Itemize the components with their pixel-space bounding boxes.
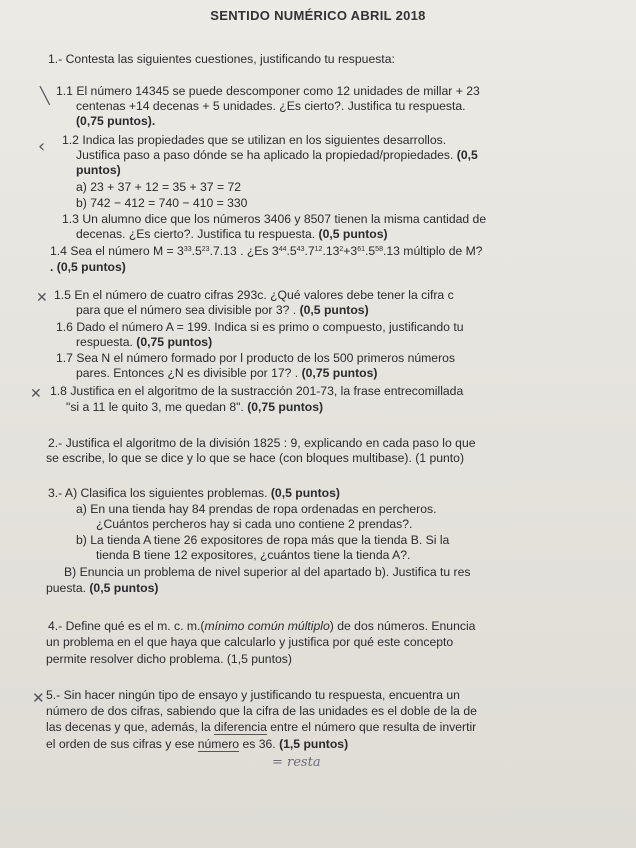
q1-8-line1: 1.8 Justifica en el algoritmo de la sustracción 201-73, la frase entrecomillada — [50, 384, 464, 398]
q1-3-points: (0,5 puntos) — [318, 227, 388, 241]
q1-5-points: (0,5 puntos) — [299, 303, 369, 317]
q1-4-suffix: múltiplo de M? — [399, 244, 483, 258]
q1-6-line1: 1.6 Dado el número A = 199. Indica si es primo o compuesto, justificando tu — [56, 320, 464, 334]
q1-1-points: (0,75 puntos). — [76, 114, 156, 128]
q5-points: (1,5 puntos) — [279, 737, 349, 751]
q1-3-line1: 1.3 Un alumno dice que los números 3406 y 8507 tienen la misma cantidad de — [62, 212, 487, 226]
q3-B-line2-text: puesta. — [46, 581, 90, 595]
q1-4-number-m: $3^{33}.5^{23}.7.13$ . — [177, 244, 244, 258]
q1-2-points-start: (0,5 — [456, 148, 478, 162]
cross-mark-5: ✕ — [32, 689, 45, 707]
q1-6-points: (0,75 puntos) — [136, 335, 213, 349]
cross-mark-1-5: ✕ — [36, 290, 48, 306]
q1-8-line2-text: "si a 11 le quito 3, me quedan 8". — [66, 400, 248, 414]
q5-line3-text: las decenas y que, además, la — [46, 720, 215, 734]
q4-line1 — [48, 619, 475, 634]
q1-5-line2-text: para que el número sea divisible por 3? . — [76, 303, 300, 317]
q3-b-line2: tienda B tiene 12 expositores, ¿cuántos tiene la tienda A?. — [96, 548, 411, 562]
q1-2-line1: 1.2 Indica las propiedades que se utilizan en los siguientes desarrollos. — [62, 133, 447, 147]
q1-4-line1 — [50, 244, 483, 259]
q1-3-line2-text: decenas. ¿Es cierto?. Justifica tu respuesta. — [76, 227, 319, 241]
q1-3-line2 — [76, 227, 388, 242]
q3-a-line2: ¿Cuántos percheros hay si cada uno contiene 2 prendas?. — [96, 517, 413, 531]
q1-4-prefix: 1.4 Sea el número M = — [50, 244, 178, 258]
q3-heading — [48, 486, 340, 501]
q1-8-line2 — [66, 400, 323, 415]
q4-line1-text: 4.- Define qué es el m. c. m.( — [48, 619, 205, 633]
handwritten-note: = resta — [272, 755, 321, 770]
q5-line2: número de dos cifras, sabiendo que la cifra de las unidades es el doble de la de — [46, 704, 477, 718]
q5-underlined-diferencia: diferencia — [214, 720, 267, 734]
q1-4-expression: $3^{44}.5^{43}.7^{12}.13^2+3^{61}.5^{58}.13$ — [271, 244, 400, 258]
q1-7-line2-text: pares. Entonces ¿N es divisible por 17? . — [76, 366, 302, 380]
q5-underlined-numero: número — [197, 737, 240, 751]
q3-B-line2 — [46, 581, 158, 596]
q5-line4 — [46, 737, 348, 752]
check-mark-1-1: ╲ — [40, 86, 50, 105]
q5-line3-end: entre el número que resulta de invertir — [266, 720, 477, 734]
q4-mcm-definition: mínimo común múltiplo — [204, 619, 330, 633]
q1-2-points-end: puntos) — [76, 163, 121, 177]
exam-title: SENTIDO NUMÉRICO ABRIL 2018 — [210, 8, 426, 23]
q1-5-line2 — [76, 303, 369, 318]
q4-line1-end: ) de dos números. Enuncia — [329, 619, 476, 633]
q1-1-line2: centenas +14 decenas + 5 unidades. ¿Es cierto?. Justifica tu respuesta. — [76, 99, 466, 113]
q1-heading: 1.- Contesta las siguientes cuestiones, justificando tu respuesta: — [48, 52, 395, 66]
check-mark-1-2: ‹ — [38, 136, 46, 157]
q3-heading-points: (0,5 puntos) — [270, 486, 340, 500]
q3-heading-text: 3.- A) Clasifica los siguientes problemas. — [48, 486, 271, 500]
q3-B-line1: B) Enuncia un problema de nivel superior al del apartado b). Justifica tu res — [64, 565, 471, 579]
q1-6-line2 — [76, 335, 212, 350]
q1-1-line1: 1.1 El número 14345 se puede descomponer como 12 unidades de millar + 23 — [56, 84, 480, 98]
q5-line3 — [46, 720, 476, 735]
q2-line1: 2.- Justifica el algoritmo de la división 1825 : 9, explicando en cada paso lo que — [48, 436, 476, 450]
q1-2-item-a: a) 23 + 37 + 12 = 35 + 37 = 72 — [76, 180, 242, 194]
q1-4-question: ¿Es — [243, 244, 272, 258]
q1-8-points: (0,75 puntos) — [247, 400, 324, 414]
q3-B-points: (0,5 puntos) — [89, 581, 159, 595]
q2-line2: se escribe, lo que se dice y lo que se hace (con bloques multibase). (1 punto) — [46, 451, 464, 465]
q1-6-line2-text: respuesta. — [76, 335, 137, 349]
q4-line2: un problema en el que haya que calcularlo y justifica por qué este concepto — [46, 635, 454, 649]
cross-mark-1-8: ✕ — [30, 386, 42, 402]
q1-7-line1: 1.7 Sea N el número formado por l producto de los 500 primeros números — [56, 351, 456, 365]
q5-line4-mid: es 36. — [239, 737, 280, 751]
q1-7-line2 — [76, 366, 377, 381]
q1-2-line2 — [76, 148, 478, 163]
q1-2-line2-text: Justifica paso a paso dónde se ha aplicado la propiedad/propiedades. — [76, 148, 457, 162]
q3-a-line1: a) En una tienda hay 84 prendas de ropa ordenadas en percheros. — [76, 502, 437, 516]
q1-5-line1: 1.5 En el número de cuatro cifras 293c. ¿Qué valores debe tener la cifra c — [54, 288, 454, 302]
q1-4-points: . (0,5 puntos) — [50, 260, 126, 274]
q1-2-item-b: b) 742 − 412 = 740 − 410 = 330 — [76, 196, 248, 210]
q5-line1: 5.- Sin hacer ningún tipo de ensayo y justificando tu respuesta, encuentra un — [46, 688, 460, 702]
q5-line4-text: el orden de sus cifras y ese — [46, 737, 198, 751]
q1-7-points: (0,75 puntos) — [301, 366, 378, 380]
q3-b-line1: b) La tienda A tiene 26 expositores de ropa más que la tienda B. Si la — [76, 533, 450, 547]
q4-line3: permite resolver dicho problema. (1,5 puntos) — [46, 652, 292, 666]
